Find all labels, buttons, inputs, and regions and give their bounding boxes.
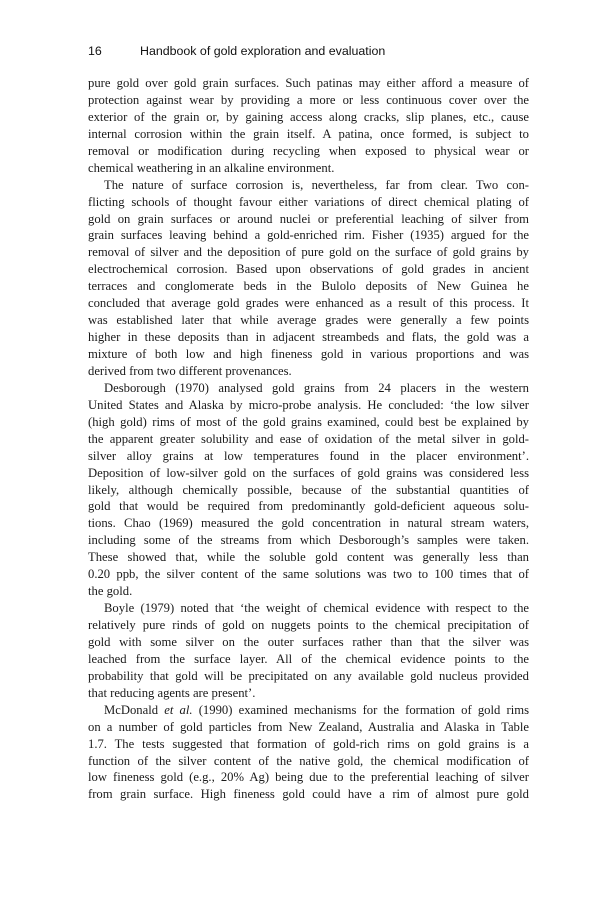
text-line: pure gold over gold grain surfaces. Such patinas may either afford a measure of [88,76,529,90]
text-line: electrochemical corrosion. Based upon observations of gold grades in ancient [88,262,529,277]
text-line: silver alloy grains at low temperatures found in the placer environment’. [88,448,529,463]
text-line: United States and Alaska by micro-probe analysis. He concluded: ‘the low silver [88,397,529,412]
text-line: tions. Chao (1969) measured the gold concentration in natural stream waters, [88,516,529,531]
text-line: concluded that average gold grades were enhanced as a result of this process. It [88,296,529,311]
text-line: flicting schools of thought favour either variations of direct chemical plating of [88,194,529,209]
text-line: the apparent greater solubility and ease of oxidation of the metal silver in gold- [88,431,529,446]
text-line: gold with some silver on the outer surfaces rather than that the silver was [88,634,529,649]
text-line: likely, although chemically possible, because of the substantial quantities of [88,482,529,497]
text-line: from grain surface. High fineness gold could have a rim of almost pure gold [88,787,529,802]
text-line: removal of silver and the deposition of pure gold on the surface of gold grains by [88,245,529,260]
text-line: gold on grain surfaces or around nuclei or preferential leaching of silver from [88,211,529,226]
paragraph [88,177,529,380]
text-line: (high gold) rims of most of the gold grains examined, could best be explained by [88,414,529,429]
text-line: removal or modification during recycling when exposed to physical wear or [88,143,529,158]
text-line: 0.20 ppb, the silver content of the same solutions was two to 100 times that of [88,567,529,582]
text-line: These showed that, while the soluble gold content was generally less than [88,550,529,565]
text-line: relatively pure rinds of gold on nuggets points to the chemical precipitation of [88,618,529,632]
text-line: mixture of both low and high fineness gold in various proportions and was [88,347,529,361]
text-line: exterior of the grain or, by gaining access along cracks, slip planes, etc., cause [88,109,529,124]
text-line: terraces and conglomerate beds in the Bulolo deposits of New Guinea he [88,279,529,294]
text-line: Deposition of low-silver gold on the surfaces of gold grains was considered less [88,465,529,480]
text-line: internal corrosion within the grain itself. A patina, once formed, is subject to [88,126,529,141]
paragraph [88,600,529,702]
book-title: Handbook of gold exploration and evaluation [140,44,386,58]
paragraph [88,75,529,177]
text-line: Boyle (1979) noted that ‘the weight of chemical evidence with respect to the [104,601,529,616]
text-line: derived from two different provenances. [88,363,292,378]
text-line: protection against wear by providing a more or less continuous cover over the [88,92,529,107]
text-line: including some of the streams from which Desborough’s samples were taken. [88,533,529,548]
text-line: Desborough (1970) analysed gold grains from 24 placers in the western [104,380,529,395]
running-head [88,44,528,58]
text-line: low fineness gold (e.g., 20% Ag) being due to the preferential leaching of silver [88,770,529,785]
text-line: was established later that while average grades were generally a few points [88,313,529,328]
text-line: gold that would be required from predominantly gold-deficient aqueous solu- [88,499,529,514]
text-line: grain surfaces leaving behind a gold-enriched rim. Fisher (1935) argued for the [88,228,529,243]
paragraph [88,380,529,600]
text-line: on a number of gold particles from New Zealand, Australia and Alaska in Table [88,719,529,734]
text-line: 1.7. The tests suggested that formation of gold-rich rims on gold grains is a [88,736,529,751]
text-line: The nature of surface corrosion is, nevertheless, far from clear. Two con- [104,177,529,192]
text-line: McDonald et al. (1990) examined mechanisms for the formation of gold rims [104,702,529,717]
text-line: that reducing agents are present’. [88,685,256,700]
text-line: probability that gold will be precipitated on any available gold nucleus provided [88,668,529,683]
page-number: 16 [88,44,102,58]
text-line: chemical weathering in an alkaline environment. [88,160,335,175]
text-line: the gold. [88,584,133,599]
body-text [88,75,529,803]
text-line: function of the silver content of the native gold, the chemical modification of [88,753,529,768]
text-line: higher in these deposits than in adjacent streambeds and flats, the gold was a [88,330,529,345]
paragraph [88,702,529,804]
text-line: leached from the surface layer. All of the chemical evidence points to the [88,651,529,666]
